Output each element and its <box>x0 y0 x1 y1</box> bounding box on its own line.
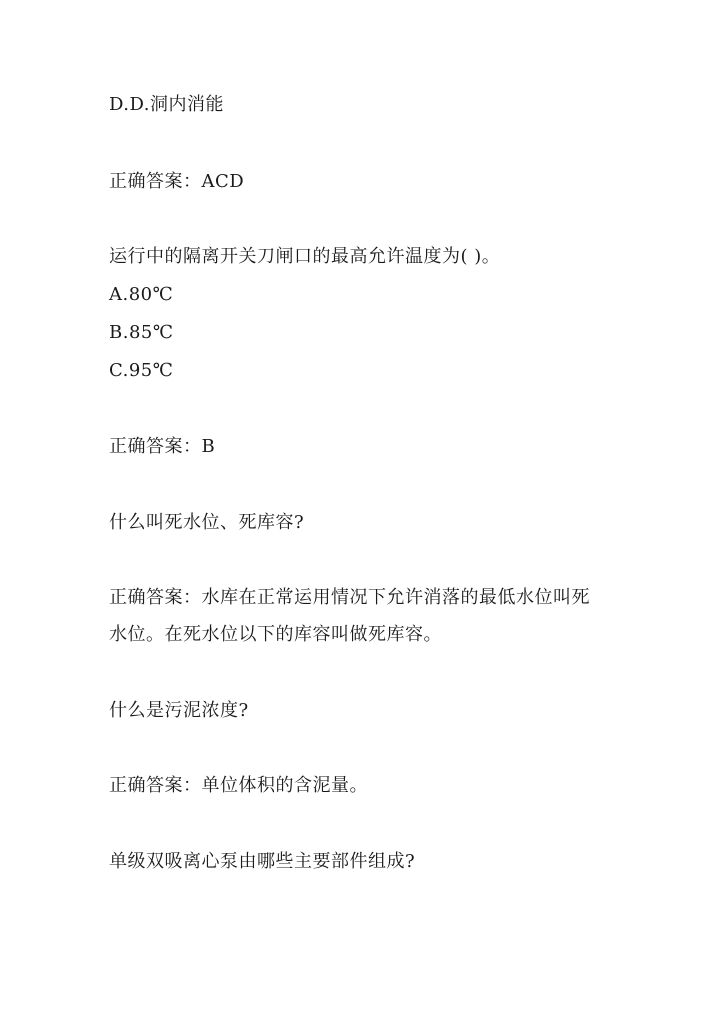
question-dead-storage: 什么叫死水位、死库容? <box>109 512 305 533</box>
answer-temperature: 正确答案：B <box>109 436 216 457</box>
answer-dead-storage-line1: 正确答案：水库在正常运用情况下允许消落的最低水位叫死 <box>109 587 590 608</box>
option-c: C.95℃ <box>109 360 174 381</box>
question-sludge-concentration: 什么是污泥浓度? <box>109 700 249 721</box>
answer-sludge-concentration: 正确答案：单位体积的含泥量。 <box>109 775 368 796</box>
question-temperature: 运行中的隔离开关刀闸口的最高允许温度为( )。 <box>109 246 501 267</box>
option-d-previous: D.D.洞内消能 <box>109 94 225 115</box>
option-b: B.85℃ <box>109 322 174 343</box>
question-pump-components: 单级双吸离心泵由哪些主要部件组成? <box>109 851 416 872</box>
answer-previous: 正确答案：ACD <box>109 171 245 192</box>
answer-dead-storage-line2: 水位。在死水位以下的库容叫做死库容。 <box>109 624 442 645</box>
option-a: A.80℃ <box>109 284 174 305</box>
